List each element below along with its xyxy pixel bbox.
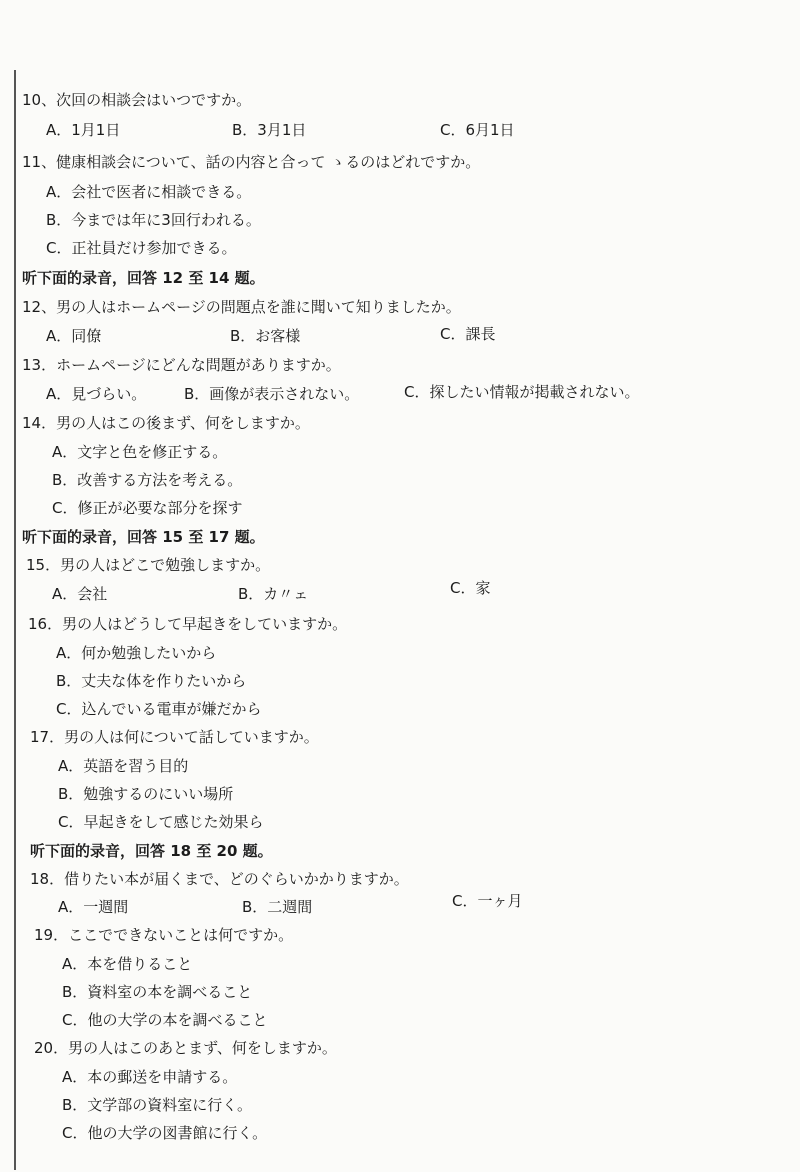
option-10b: B．3月1日 (232, 121, 307, 139)
option-16c: C．込んでいる電車が嫌だから (56, 700, 262, 718)
option-19a: A．本を借りること (62, 955, 193, 973)
option-11b: B．今までは年に3回行われる。 (46, 211, 261, 229)
question-11: 11、健康相談会について、話の内容と合って ゝるのはどれですか。 (22, 153, 481, 171)
option-10a: A．1月1日 (46, 121, 121, 139)
option-14c: C．修正が必要な部分を探す (52, 499, 243, 517)
option-18a: A．一週間 (58, 898, 129, 916)
option-16b: B．丈夫な体を作りたいから (56, 672, 247, 690)
option-13c: C．探したい情報が掲載されない。 (404, 383, 640, 401)
question-18: 18．借りたい本が届くまで、どのぐらいかかりますか。 (30, 870, 409, 888)
option-14a: A．文字と色を修正する。 (52, 443, 228, 461)
section-heading-15-17: 听下面的录音，回答 15 至 17 题。 (22, 528, 265, 546)
option-10c: C．6月1日 (440, 121, 515, 139)
option-20c: C．他の大学の図書館に行く。 (62, 1124, 268, 1142)
option-15c: C．家 (450, 579, 491, 597)
option-12a: A．同僚 (46, 327, 102, 345)
margin-line (14, 70, 16, 1170)
question-12: 12、男の人はホームページの問題点を誰に聞いて知りましたか。 (22, 298, 461, 316)
option-12b: B．お客様 (230, 327, 301, 345)
option-11c: C．正社員だけ参加できる。 (46, 239, 237, 257)
question-15: 15．男の人はどこで勉強しますか。 (26, 556, 271, 574)
option-12c: C．課長 (440, 325, 496, 343)
option-17a: A．英語を習う目的 (58, 757, 189, 775)
question-14: 14．男の人はこの後まず、何をしますか。 (22, 414, 310, 432)
option-15a: A．会社 (52, 585, 108, 603)
question-20: 20．男の人はこのあとまず、何をしますか。 (34, 1039, 337, 1057)
question-10: 10、次回の相談会はいつですか。 (22, 91, 252, 109)
question-13: 13．ホームページにどんな問題がありますか。 (22, 356, 341, 374)
option-19b: B．資料室の本を調べること (62, 983, 253, 1001)
option-20b: B．文学部の資料室に行く。 (62, 1096, 252, 1114)
option-20a: A．本の郵送を申請する。 (62, 1068, 238, 1086)
option-16a: A．何か勉強したいから (56, 644, 217, 662)
option-18c: C．一ヶ月 (452, 892, 523, 910)
option-11a: A．会社で医者に相談できる。 (46, 183, 252, 201)
option-17b: B．勉強するのにいい場所 (58, 785, 234, 803)
section-heading-18-20: 听下面的录音，回答 18 至 20 题。 (30, 842, 273, 860)
question-17: 17．男の人は何について話していますか。 (30, 728, 319, 746)
option-19c: C．他の大学の本を調べること (62, 1011, 268, 1029)
option-15b: B．カ〃ェ (238, 585, 309, 603)
option-17c: C．早起きをして感じた効果ら (58, 813, 264, 831)
option-13a: A．見づらい。 (46, 385, 147, 403)
section-heading-12-14: 听下面的录音，回答 12 至 14 题。 (22, 269, 265, 287)
option-18b: B．二週間 (242, 898, 313, 916)
question-16: 16．男の人はどうして早起きをしていますか。 (28, 615, 348, 633)
option-14b: B．改善する方法を考える。 (52, 471, 243, 489)
question-19: 19．ここでできないことは何ですか。 (34, 926, 294, 944)
option-13b: B．画像が表示されない。 (184, 385, 360, 403)
